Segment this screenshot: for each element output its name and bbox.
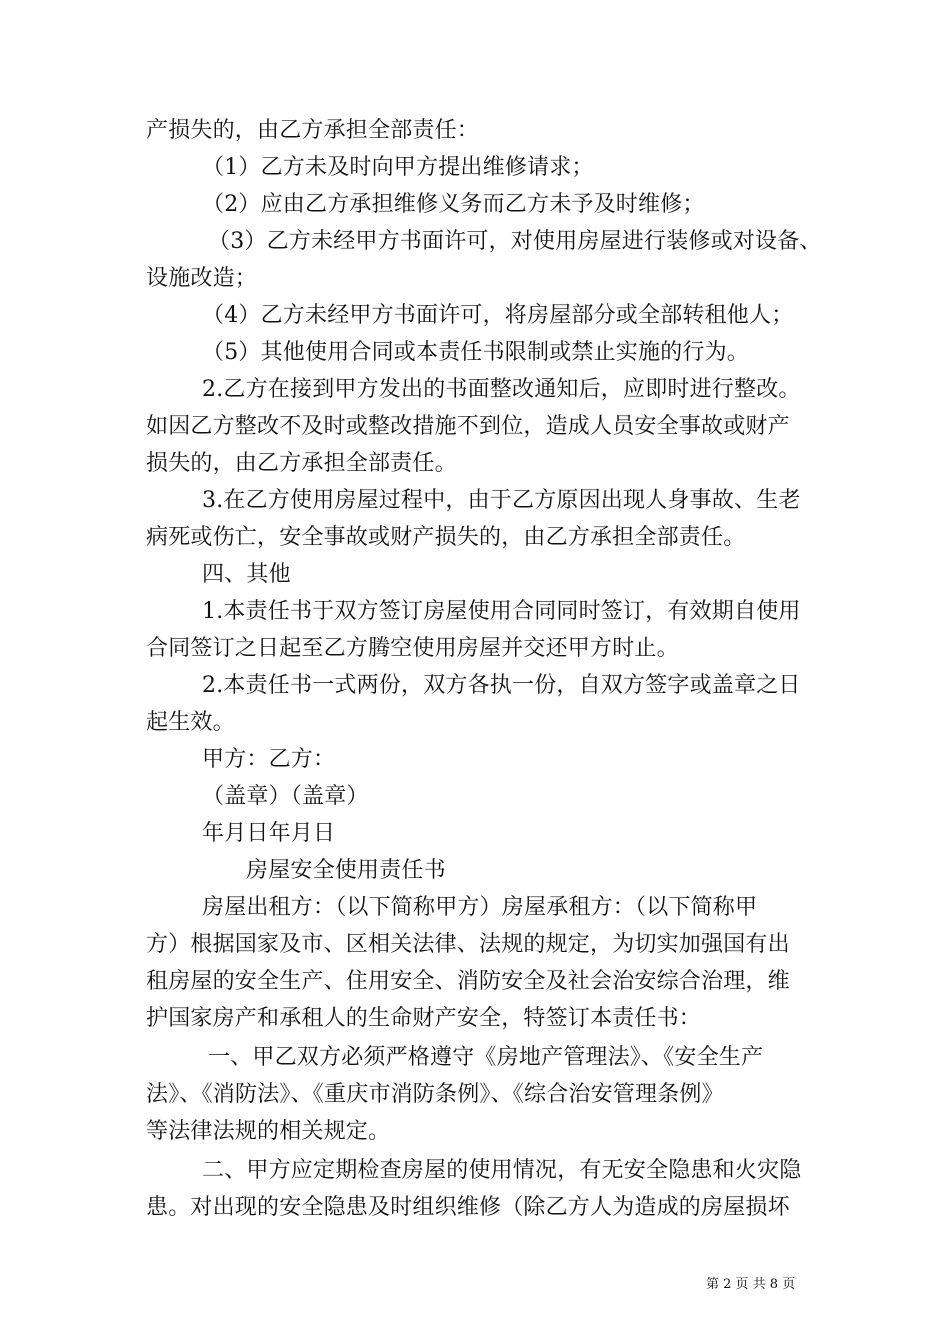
text-line: （4）乙方未经甲方书面许可，将房屋部分或全部转租他人； xyxy=(202,303,794,328)
text-line: 1.本责任书于双方签订房屋使用合同同时签订，有效期自使用 xyxy=(202,599,801,624)
signature-parties: 甲方：乙方： xyxy=(202,747,336,772)
document-body xyxy=(146,112,836,1226)
text-line: 方）根据国家及市、区相关法律、法规的规定，为切实加强国有出 xyxy=(146,932,790,957)
text-line: 护国家房产和承租人的生命财产安全，特签订本责任书： xyxy=(146,1006,702,1031)
text-line: 等法律法规的相关规定。 xyxy=(146,1119,391,1144)
text-line: 一、甲乙双方必须严格遵守《房地产管理法》、《安全生产 xyxy=(208,1045,764,1070)
text-line: 起生效。 xyxy=(146,710,235,735)
text-line: 产损失的，由乙方承担全部责任： xyxy=(146,118,480,143)
date-placeholders: 年月日年月日 xyxy=(202,821,336,846)
text-line: 病死或伤亡，安全事故或财产损失的，由乙方承担全部责任。 xyxy=(146,525,746,550)
text-line: 损失的，由乙方承担全部责任。 xyxy=(146,451,457,476)
text-line: 2.乙方在接到甲方发出的书面整改通知后，应即时进行整改。 xyxy=(202,377,801,402)
text-line: （1）乙方未及时向甲方提出维修请求； xyxy=(202,155,594,180)
page-number: 第 2 页 共 8 页 xyxy=(706,1277,796,1292)
text-line: 租房屋的安全生产、住用安全、消防安全及社会治安综合治理，维 xyxy=(146,969,790,994)
text-line: 如因乙方整改不及时或整改措施不到位，造成人员安全事故或财产 xyxy=(146,414,790,439)
text-line: （5）其他使用合同或本责任书限制或禁止实施的行为。 xyxy=(202,340,749,365)
text-line: （2）应由乙方承担维修义务而乙方未予及时维修； xyxy=(202,192,705,217)
text-line: 2.本责任书一式两份，双方各执一份，自双方签字或盖章之日 xyxy=(202,673,801,698)
text-line: （3）乙方未经甲方书面许可，对使用房屋进行装修或对设备、 xyxy=(208,229,822,254)
text-line: 合同签订之日起至乙方腾空使用房屋并交还甲方时止。 xyxy=(146,636,679,661)
section-heading: 四、其他 xyxy=(202,562,291,587)
text-line: 二、甲方应定期检查房屋的使用情况，有无安全隐患和火灾隐 xyxy=(202,1158,802,1183)
text-line: 设施改造； xyxy=(146,266,258,291)
text-line: 患。对出现的安全隐患及时组织维修（除乙方人为造成的房屋损坏 xyxy=(146,1195,790,1220)
text-line: 房屋出租方：（以下简称甲方）房屋承租方：（以下简称甲 xyxy=(202,895,758,920)
text-line: 法》、《消防法》、《重庆市消防条例》、《综合治安管理条例》 xyxy=(146,1082,724,1107)
document-title: 房屋安全使用责任书 xyxy=(246,858,446,883)
seal-placeholders: （盖章）（盖章） xyxy=(202,784,369,809)
text-line: 3.在乙方使用房屋过程中，由于乙方原因出现人身事故、生老 xyxy=(202,488,801,513)
